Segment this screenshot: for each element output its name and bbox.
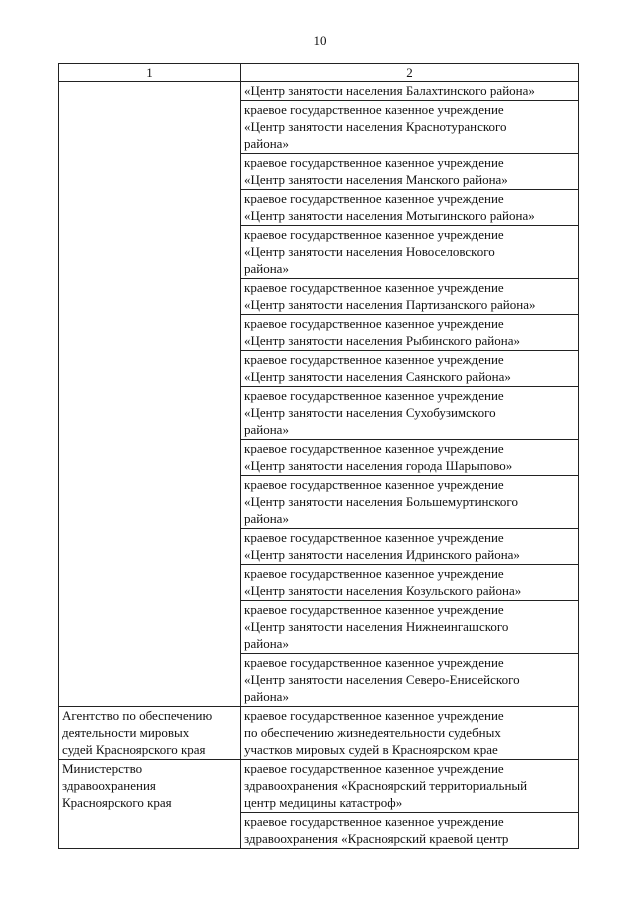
institution-name: краевое государственное казенное учреждение «Центр занятости населения Идринского района» [244,530,520,562]
agency-cell [59,707,241,760]
institution-name: краевое государственное казенное учреждение «Центр занятости населения Партизанского района» [244,280,536,312]
column-header-2: 2 [241,64,579,82]
institution-name: краевое государственное казенное учреждение «Центр занятости населения Новоселовского района» [244,227,504,276]
agency-cell [59,760,241,849]
institution-cell [241,226,579,279]
agency-cell [59,82,241,707]
table-row [59,707,579,760]
header-row [59,64,579,82]
institution-cell [241,387,579,440]
institution-cell [241,154,579,190]
institution-cell [241,82,579,101]
institution-name: краевое государственное казенное учреждение «Центр занятости населения Большемуртинского района» [244,477,518,526]
institution-cell [241,440,579,476]
institution-name: краевое государственное казенное учреждение «Центр занятости населения Саянского района» [244,352,511,384]
institution-cell [241,476,579,529]
institution-name: краевое государственное казенное учреждение «Центр занятости населения Сухобузимского района» [244,388,504,437]
institution-cell [241,654,579,707]
table-row [59,760,579,813]
institution-name: краевое государственное казенное учреждение «Центр занятости населения города Шарыпово» [244,441,513,473]
institution-cell [241,101,579,154]
institution-name: краевое государственное казенное учреждение здравоохранения «Красноярский территориальный центр медицины катастроф» [244,761,528,810]
institution-name: краевое государственное казенное учреждение здравоохранения «Красноярский краевой центр [244,814,509,846]
table-row [59,82,579,101]
table-body [59,82,579,849]
institution-name: краевое государственное казенное учреждение «Центр занятости населения Краснотуранского района» [244,102,507,151]
institution-cell [241,813,579,849]
institution-name: краевое государственное казенное учреждение «Центр занятости населения Нижнеингашского района» [244,602,509,651]
institution-name: краевое государственное казенное учреждение «Центр занятости населения Северо-Енисейского района» [244,655,520,704]
institution-cell [241,190,579,226]
institution-name: краевое государственное казенное учреждение «Центр занятости населения Манского района» [244,155,508,187]
institution-name: «Центр занятости населения Балахтинского района» [244,83,535,98]
institution-name: краевое государственное казенное учреждение «Центр занятости населения Рыбинского района» [244,316,520,348]
institution-cell [241,707,579,760]
column-header-1: 1 [59,64,241,82]
institution-cell [241,565,579,601]
institution-name: краевое государственное казенное учреждение «Центр занятости населения Козульского района» [244,566,522,598]
organizations-table [58,63,579,849]
agency-name: Агентство по обеспечению деятельности мировых судей Красноярского края [62,708,213,757]
page-number: 10 [313,33,327,48]
institution-cell [241,601,579,654]
institution-cell [241,279,579,315]
institution-name: краевое государственное казенное учреждение по обеспечению жизнедеятельности судебных участков мировых судей в Красноярском крае [244,708,504,757]
institution-cell [241,529,579,565]
institution-cell [241,351,579,387]
institution-name: краевое государственное казенное учреждение «Центр занятости населения Мотыгинского района» [244,191,535,223]
agency-name: Министерство здравоохранения Красноярского края [62,761,172,810]
institution-cell [241,760,579,813]
institution-cell [241,315,579,351]
